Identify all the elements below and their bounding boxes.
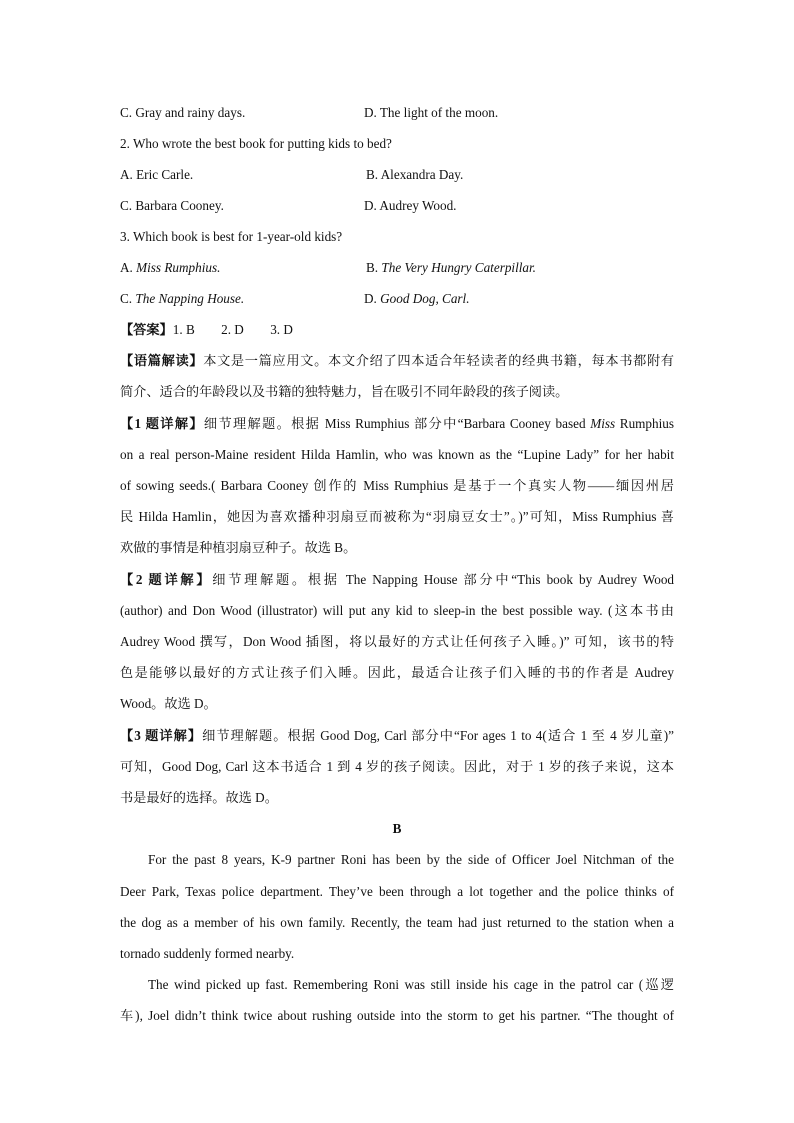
passage-p1-line-4: tornado suddenly formed nearby. (120, 946, 295, 961)
detail1-text-1b: Rumphius (615, 416, 674, 431)
detail2-line-1 (120, 571, 674, 589)
detail3-text-1: 细节理解题。根据 Good Dog, Carl 部分中“For ages 1 to 4(适合 1 至 4 岁儿童)” (202, 728, 675, 743)
q2-option-c: C. Barbara Cooney. (120, 198, 224, 213)
q2-option-d: D. Audrey Wood. (364, 198, 457, 213)
q3-option-c (120, 290, 244, 308)
detail3-line-1 (120, 727, 674, 745)
q3-option-d-prefix: D. (364, 291, 381, 306)
detail1-label: 【1 题详解】 (120, 416, 204, 431)
passage-p2-line-1: The wind picked up fast. Remembering Roni was still inside his cage in the patrol car (巡逻 (148, 977, 674, 992)
detail1-line-3: of sowing seeds.( Barbara Cooney 创作的 Miss Rumphius 是基于一个真实人物——缅因州居 (120, 478, 674, 493)
detail2-text-1: 细节理解题。根据 The Napping House 部分中“This book by Audrey Wood (212, 572, 675, 587)
q1-option-d: D. The light of the moon. (364, 105, 499, 120)
q3-option-c-prefix: C. (120, 291, 136, 306)
q1-option-c: C. Gray and rainy days. (120, 105, 246, 120)
q3-option-d-title: Good Dog, Carl. (380, 291, 470, 306)
q3-option-b-title: The Very Hungry Caterpillar. (381, 260, 536, 275)
q3-option-b (366, 259, 536, 277)
analysis-line-2: 简介、适合的年龄段以及书籍的独特魅力，旨在吸引不同年龄段的孩子阅读。 (120, 384, 569, 399)
detail3-line-3: 书是最好的选择。故选 D。 (120, 790, 278, 805)
q2-question: 2. Who wrote the best book for putting kids to bed? (120, 136, 392, 151)
passage-p1-line-3: the dog as a member of his own family. Recently, the team had just returned to the station when a (120, 915, 674, 930)
detail2-line-5: Wood。故选 D。 (120, 696, 217, 711)
analysis-label: 【语篇解读】 (120, 353, 204, 368)
answer-text: 1. B 2. D 3. D (172, 322, 293, 337)
detail1-line-4: 民 Hilda Hamlin，她因为喜欢播种羽扇豆而被称为“羽扇豆女士”。)”可知，Miss Rumphius 喜 (120, 509, 674, 524)
detail1-text-1i: Miss (590, 416, 616, 431)
q3-option-d (364, 290, 470, 308)
analysis-text-1: 本文是一篇应用文。本文介绍了四本适合年轻读者的经典书籍，每本书都附有 (203, 353, 674, 368)
detail3-label: 【3 题详解】 (120, 728, 203, 743)
q3-option-b-prefix: B. (366, 260, 382, 275)
detail1-text-1a: 细节理解题。根据 Miss Rumphius 部分中“Barbara Cooney based (203, 416, 591, 431)
q3-option-c-title: The Napping House. (135, 291, 245, 306)
detail2-line-3: Audrey Wood 撰写，Don Wood 插图，将以最好的方式让任何孩子入睡。)” 可知，该书的特 (120, 634, 674, 649)
analysis-line-1 (120, 352, 674, 370)
section-heading: B (392, 821, 402, 836)
answer-label: 【答案】 (120, 322, 173, 337)
passage-p1-line-2: Deer Park, Texas police department. They’ve been through a lot together and the police thinks of (120, 884, 674, 899)
detail2-line-4: 色是能够以最好的方式让孩子们入睡。因此，最适合让孩子们入睡的书的作者是 Audrey (120, 665, 674, 680)
q3-option-a-title: Miss Rumphius. (136, 260, 221, 275)
passage-p2-line-2: 车), Joel didn’t think twice about rushing outside into the storm to get his partner. “The thought of (120, 1008, 674, 1023)
q3-option-a (120, 259, 220, 277)
answer-line (120, 321, 293, 339)
detail1-line-5: 欢做的事情是种植羽扇豆种子。故选 B。 (120, 540, 357, 555)
q3-option-a-prefix: A. (120, 260, 137, 275)
detail3-line-2: 可知，Good Dog, Carl 这本书适合 1 到 4 岁的孩子阅读。因此，对于 1 岁的孩子来说，这本 (120, 759, 674, 774)
q2-option-b: B. Alexandra Day. (366, 167, 464, 182)
detail2-line-2: (author) and Don Wood (illustrator) will put any kid to sleep-in the best possible way. (这本书由 (120, 603, 674, 618)
detail1-line-2: on a real person-Maine resident Hilda Hamlin, who was known as the “Lupine Lady” for her habit (120, 447, 674, 462)
passage-p1-line-1: For the past 8 years, K-9 partner Roni has been by the side of Officer Joel Nitchman of the (148, 852, 674, 867)
detail1-line-1 (120, 415, 674, 433)
q3-question: 3. Which book is best for 1-year-old kids? (120, 229, 343, 244)
q2-option-a: A. Eric Carle. (120, 167, 194, 182)
detail2-label: 【2 题详解】 (120, 572, 213, 587)
